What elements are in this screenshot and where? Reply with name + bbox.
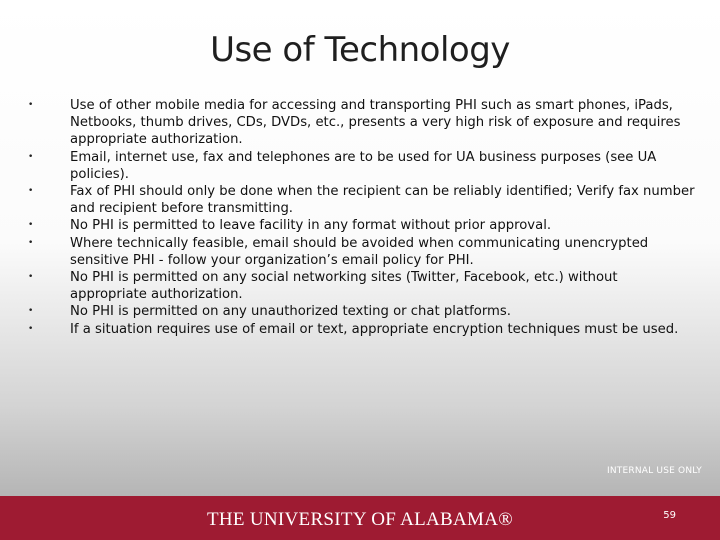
- bullet-item: [28, 149, 698, 183]
- bullet-item: [28, 97, 698, 149]
- bullet-icon: •: [28, 151, 34, 162]
- slide-title: Use of Technology: [210, 30, 510, 70]
- bullet-icon: •: [28, 100, 34, 110]
- bullet-icon: •: [28, 220, 34, 231]
- bullet-item: [28, 269, 698, 303]
- bullet-text: Use of other mobile media for accessing and transporting PHI such as smart phones, iPads, Netbooks, thumb drives, CDs, DVDs, etc., presents a very high risk of exposure and requires appropriate authorization.: [70, 98, 681, 148]
- bullet-item: [28, 321, 698, 338]
- page-number: 59: [663, 510, 676, 521]
- bullet-text: No PHI is permitted to leave facility in any format without prior approval.: [70, 218, 552, 234]
- bullet-item: [28, 235, 698, 269]
- bullet-icon: •: [28, 237, 34, 248]
- bullet-icon: •: [28, 323, 34, 334]
- internal-use-label: INTERNAL USE ONLY: [607, 466, 702, 476]
- bullet-icon: •: [28, 306, 34, 317]
- bullet-item: [28, 183, 698, 217]
- bullet-text: Email, internet use, fax and telephones are to be used for UA business purposes (see UA policies).: [70, 149, 657, 182]
- bullet-text: No PHI is permitted on any social networking sites (Twitter, Facebook, etc.) without appropriate authorization.: [70, 270, 618, 303]
- bullet-text: If a situation requires use of email or text, appropriate encryption techniques must be used.: [70, 321, 679, 337]
- university-wordmark: THE UNIVERSITY OF ALABAMA®: [206, 509, 513, 530]
- bullet-text: Where technically feasible, email should be avoided when communicating unencrypted sensitive PHI - follow your organization’s email policy for PHI.: [70, 235, 649, 268]
- footer-bar: [0, 496, 720, 540]
- bullet-text: No PHI is permitted on any unauthorized texting or chat platforms.: [70, 304, 511, 320]
- bullet-list: [28, 97, 698, 338]
- bullet-text: Fax of PHI should only be done when the recipient can be reliably identified; Verify fax number and recipient before transmitting.: [70, 184, 695, 217]
- bullet-item: [28, 303, 698, 320]
- bullet-icon: •: [28, 272, 34, 283]
- bullet-item: [28, 217, 698, 234]
- bullet-icon: •: [28, 186, 34, 197]
